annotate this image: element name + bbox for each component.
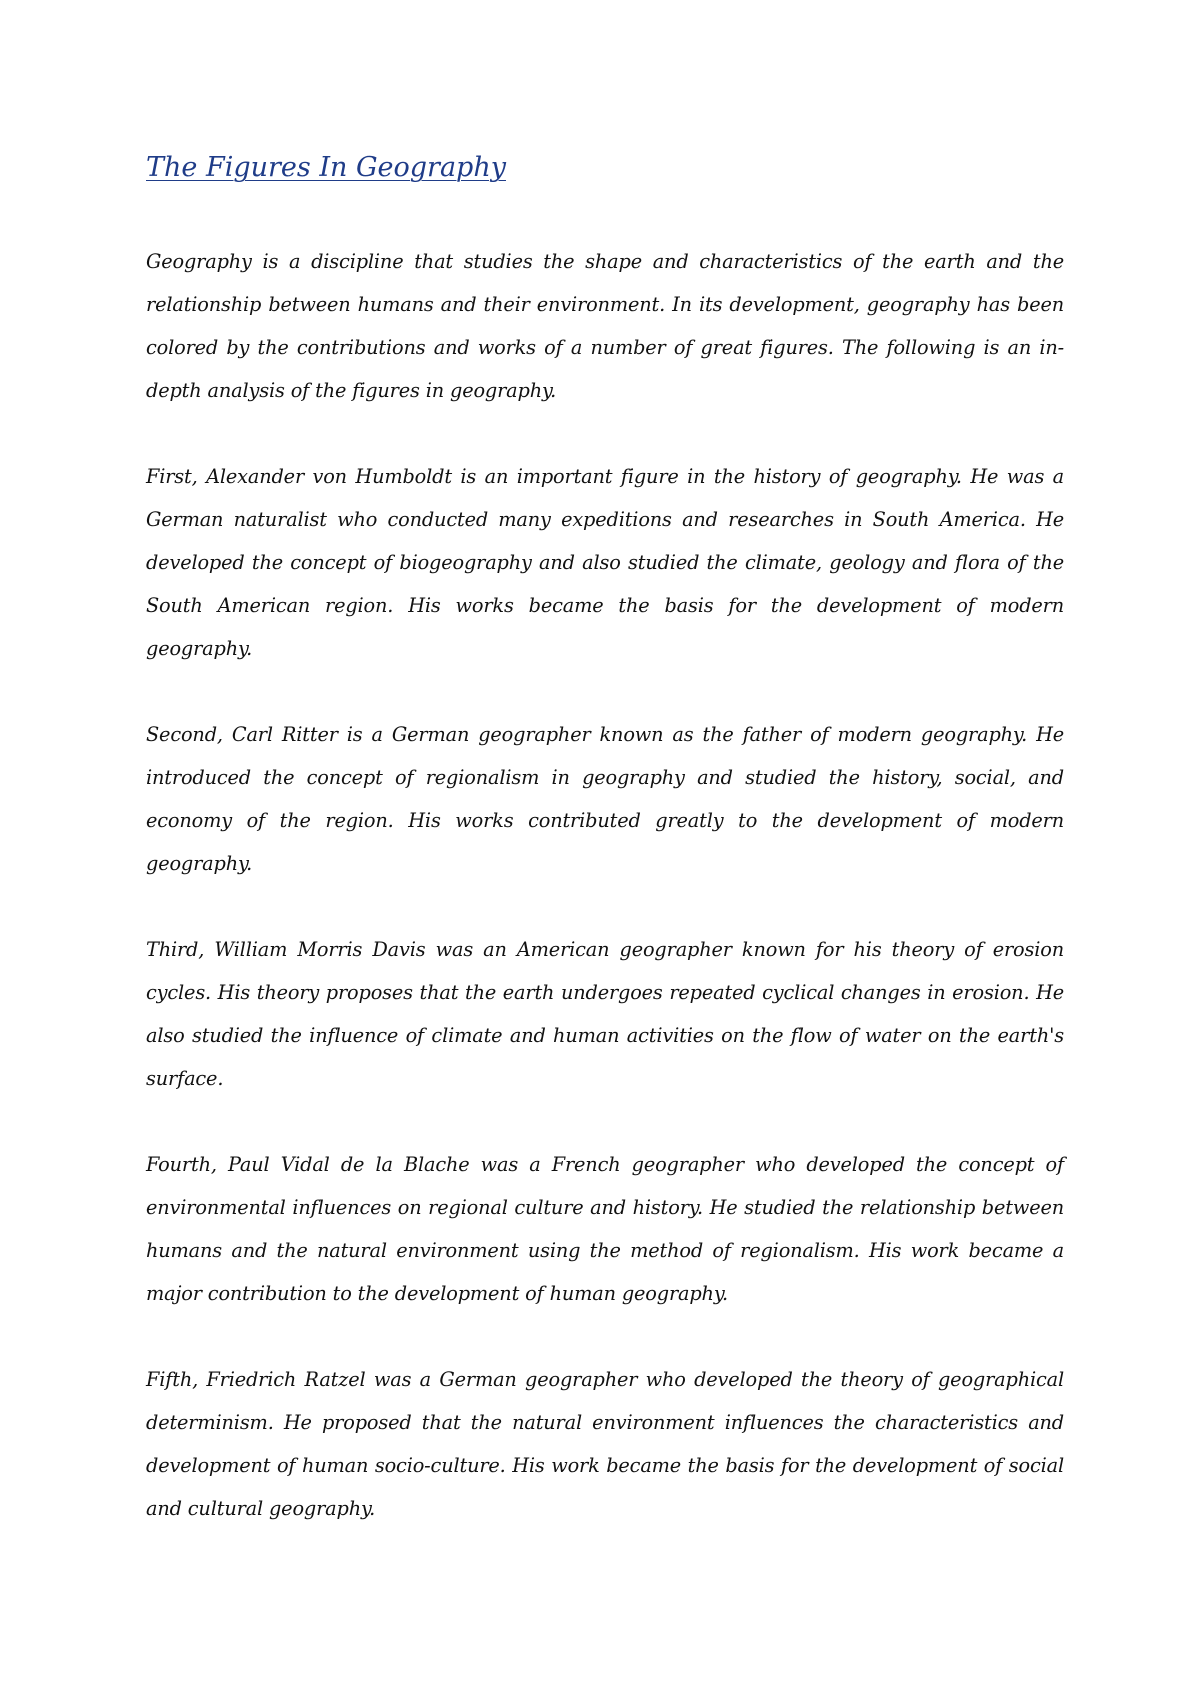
ritter-paragraph: Second, Carl Ritter is a German geographer known as the father of modern geography. He introduced the concept of regionalism in geography and studied the history, social, and economy of the region. His works contributed greatly to the development of modern geography. xyxy=(146,723,1064,875)
document-content xyxy=(146,138,1064,1573)
document-title: The Figures In Geography xyxy=(146,152,506,183)
humboldt-paragraph: First, Alexander von Humboldt is an important figure in the history of geography. He was a German naturalist who conducted many expeditions and researches in South America. He developed the concept of biogeography and also studied the climate, geology and flora of the South American region. His works became the basis for the development of modern geography. xyxy=(146,465,1064,660)
davis-paragraph: Third, William Morris Davis was an American geographer known for his theory of erosion cycles. His theory proposes that the earth undergoes repeated cyclical changes in erosion. He also studied the influence of climate and human activities on the flow of water on the earth's surface. xyxy=(146,938,1064,1090)
vidal-de-la-blache-paragraph: Fourth, Paul Vidal de la Blache was a French geographer who developed the concept of environmental influences on regional culture and history. He studied the relationship between humans and the natural environment using the method of regionalism. His work became a major contribution to the development of human geography. xyxy=(146,1153,1064,1305)
intro-paragraph: Geography is a discipline that studies the shape and characteristics of the earth and the relationship between humans and their environment. In its development, geography has been colored by the contributions and works of a number of great figures. The following is an in-depth analysis of the figures in geography. xyxy=(146,250,1064,402)
ratzel-paragraph: Fifth, Friedrich Ratzel was a German geographer who developed the theory of geographical determinism. He proposed that the natural environment influences the characteristics and development of human socio-culture. His work became the basis for the development of social and cultural geography. xyxy=(146,1368,1064,1520)
document-body xyxy=(146,240,1064,1530)
